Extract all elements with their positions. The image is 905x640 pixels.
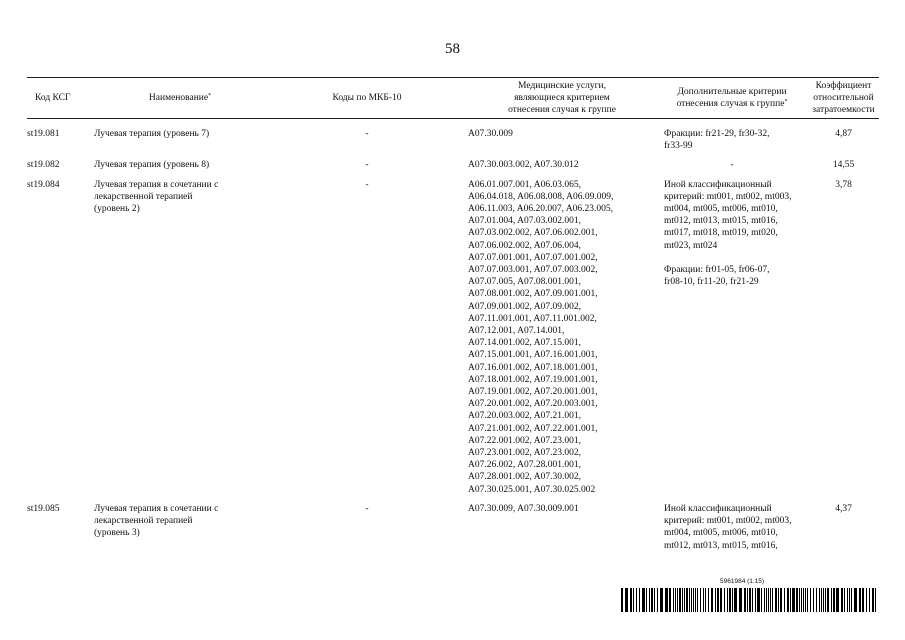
criteria-line: -: [730, 160, 734, 171]
services-line: A07.09.001.002, A07.09.002,: [468, 301, 581, 312]
barcode-bar: [700, 588, 701, 612]
cell-mkb: -: [365, 179, 369, 190]
cell-name: [94, 128, 266, 159]
barcode-bar: [684, 588, 685, 612]
cell-name: [94, 179, 266, 503]
barcode-bar: [677, 588, 678, 612]
barcode-bar: [724, 588, 725, 612]
services-line: A07.11.001.001, A07.11.001.002,: [468, 313, 597, 324]
barcode-bar: [844, 588, 845, 612]
services-line: A07.30.009: [468, 129, 513, 139]
criteria-line: критерий: mt001, mt002, mt003,: [664, 191, 792, 202]
cell-code: st19.084: [27, 179, 60, 190]
header-coef: Коэффициент относительной затратоемкости: [808, 78, 879, 119]
criteria-line: fr33-99: [664, 141, 693, 152]
barcode-bar: [801, 588, 802, 612]
criteria-line: mt004, mt005, mt006, mt010,: [664, 528, 778, 539]
barcode-bar: [642, 588, 645, 612]
name-line: Лучевая терапия в сочетании с: [94, 503, 219, 514]
cell-coef: 4,87: [835, 129, 852, 139]
barcode-bar: [675, 588, 676, 612]
cell-name: [94, 503, 266, 559]
services-line: A07.07.003.001, A07.07.003.002,: [468, 265, 598, 276]
header-criteria: Дополнительные критерии отнесения случая к группе*: [656, 78, 808, 119]
barcode-bar: [819, 588, 820, 612]
barcode-bar: [790, 588, 791, 612]
barcode-bar: [854, 588, 857, 612]
services-line: A07.30.025.001, A07.30.025.002: [468, 484, 596, 495]
cell-mkb: -: [365, 129, 369, 139]
header-code: Код КСГ: [27, 78, 94, 119]
barcode-bar: [682, 588, 683, 612]
table-row: [27, 128, 879, 159]
barcode-bar: [780, 588, 782, 612]
cell-services: [468, 159, 656, 178]
barcode-bar: [875, 588, 876, 612]
header-services: Медицинские услуги, являющиеся критерием отнесения случая к группе: [468, 78, 656, 119]
services-line: A07.07.005, A07.08.001.001,: [468, 277, 581, 288]
table-row: [27, 179, 879, 503]
barcode-bar: [768, 588, 769, 612]
barcode-bar: [810, 588, 811, 612]
barcode-bar: [772, 588, 773, 612]
criteria-line: Фракции: fr01-05, fr06-07,: [664, 265, 770, 276]
barcode-bar: [766, 588, 767, 612]
barcode-bar: [697, 588, 698, 612]
barcode-bar: [792, 588, 795, 612]
barcode-bar: [669, 588, 671, 612]
name-line: Лучевая терапия (уровень 8): [94, 160, 210, 171]
header-name: Наименование*: [94, 78, 266, 119]
criteria-line: mt017, mt018, mt019, mt020,: [664, 228, 778, 239]
criteria-line: [664, 252, 808, 264]
name-line: лекарственной терапией: [94, 191, 193, 202]
barcode-bar: [784, 588, 785, 612]
criteria-line: mt012, mt013, mt015, mt016,: [664, 540, 778, 551]
criteria-line: mt023, mt024: [664, 240, 718, 251]
services-line: A07.06.002.002, A07.06.004,: [468, 240, 581, 251]
barcode-bar: [749, 588, 751, 612]
criteria-line: критерий: mt001, mt002, mt003,: [664, 516, 792, 527]
services-line: A07.19.001.002, A07.20.001.001,: [468, 387, 598, 398]
criteria-line: Иной классификационный: [664, 503, 772, 514]
barcode-bar: [695, 588, 696, 612]
services-line: A07.18.001.002, A07.19.001.001,: [468, 374, 598, 385]
barcode-bar: [866, 588, 867, 612]
services-line: A07.12.001, A07.14.001,: [468, 326, 565, 337]
barcode-bar: [715, 588, 716, 612]
services-line: A07.28.001.002, A07.30.002,: [468, 472, 581, 483]
barcode-bar: [686, 588, 688, 612]
barcode-bar: [770, 588, 771, 612]
cell-coef: 4,37: [835, 503, 852, 514]
services-line: A07.23.001.002, A07.23.002,: [468, 448, 581, 459]
services-line: A07.03.002.002, A07.06.002.001,: [468, 228, 598, 239]
barcode-bar: [752, 588, 753, 612]
barcode-bar: [841, 588, 843, 612]
barcode-bar: [691, 588, 692, 612]
barcode-bar: [729, 588, 731, 612]
barcode-bar: [807, 588, 808, 612]
barcode-bar: [717, 588, 719, 612]
cell-criteria: [656, 159, 808, 178]
barcode-bar: [757, 588, 760, 612]
barcode-bar: [747, 588, 748, 612]
barcode-bar: [761, 588, 762, 612]
barcode-bar: [778, 588, 779, 612]
services-line: A06.11.003, A06.20.007, A06.23.005,: [468, 204, 614, 215]
services-line: A06.04.018, A06.08.008, A06.09.009,: [468, 191, 614, 202]
barcode-bar: [833, 588, 835, 612]
services-line: A07.14.001.002, A07.15.001,: [468, 338, 581, 349]
barcode-bar: [651, 588, 653, 612]
barcode-bar: [625, 588, 628, 612]
barcode-bar: [727, 588, 728, 612]
barcode-bar: [862, 588, 864, 612]
barcode-bar: [775, 588, 777, 612]
services-line: A07.15.001.001, A07.16.001.001,: [468, 350, 598, 361]
services-line: A07.20.001.002, A07.20.003.001,: [468, 399, 598, 410]
table-row: [27, 159, 879, 178]
barcode-bar: [705, 588, 706, 612]
barcode-bar: [673, 588, 674, 612]
criteria-line: Фракции: fr21-29, fr30-32,: [664, 129, 770, 139]
barcode-icon: [620, 588, 878, 612]
barcode-bar: [872, 588, 874, 612]
services-line: A07.01.004, A07.03.002.001,: [468, 216, 581, 227]
barcode-bar: [693, 588, 694, 612]
name-line: (уровень 2): [94, 204, 140, 215]
cell-services: [468, 179, 656, 503]
cell-name: [94, 159, 266, 178]
name-line: Лучевая терапия (уровень 7): [94, 129, 210, 139]
cell-criteria: [656, 503, 808, 559]
services-line: A07.16.001.002, A07.18.001.001,: [468, 362, 598, 373]
cell-mkb: -: [365, 160, 369, 171]
barcode-bar: [646, 588, 647, 612]
barcode-label: 5961984 (1.15): [720, 578, 765, 585]
criteria-line: fr08-10, fr11-20, fr21-29: [664, 277, 759, 288]
cell-criteria: [656, 179, 808, 503]
barcode-bar: [636, 588, 637, 612]
barcode-bar: [654, 588, 655, 612]
services-line: A07.07.001.001, A07.07.001.002,: [468, 252, 598, 263]
name-line: Лучевая терапия в сочетании с: [94, 179, 219, 190]
header-mkb: Коды по МКБ-10: [266, 78, 468, 119]
services-line: A07.21.001.002, A07.22.001.001,: [468, 423, 598, 434]
criteria-line: mt004, mt005, mt006, mt010,: [664, 204, 778, 215]
barcode-bar: [679, 588, 681, 612]
barcode-bar: [665, 588, 668, 612]
barcode-bar: [744, 588, 746, 612]
criteria-line: mt012, mt013, mt015, mt016,: [664, 216, 778, 227]
cell-criteria: [656, 128, 808, 159]
barcode-bar: [823, 588, 824, 612]
barcode-bar: [703, 588, 704, 612]
barcode-bar: [764, 588, 765, 612]
barcode-bar: [739, 588, 742, 612]
barcode-bar: [649, 588, 650, 612]
services-line: A06.01.007.001, A06.03.065,: [468, 179, 581, 190]
barcode-bar: [799, 588, 800, 612]
barcode-bar: [816, 588, 817, 612]
barcode-bar: [633, 588, 634, 612]
cell-coef: 3,78: [835, 179, 852, 190]
cell-services: [468, 128, 656, 159]
barcode-bar: [732, 588, 733, 612]
page-number: 58: [445, 41, 460, 57]
barcode-bar: [805, 588, 806, 612]
cell-mkb: -: [365, 503, 369, 514]
services-line: A07.08.001.002, A07.09.001.001,: [468, 289, 598, 300]
barcode-bar: [708, 588, 709, 612]
table-header-row: [27, 78, 879, 119]
cell-coef: 14,55: [832, 160, 855, 171]
ksg-table: [27, 77, 879, 559]
services-line: A07.22.001.002, A07.23.001,: [468, 435, 581, 446]
services-line: A07.20.003.002, A07.21.001,: [468, 411, 581, 422]
cell-code: st19.085: [27, 503, 60, 514]
barcode-bar: [660, 588, 663, 612]
barcode-bar: [711, 588, 713, 612]
table-row: [27, 503, 879, 559]
barcode-bar: [787, 588, 789, 612]
criteria-line: Иной классификационный: [664, 179, 772, 190]
barcode-bar: [831, 588, 832, 612]
name-line: лекарственной терапией: [94, 516, 193, 527]
barcode-bar: [796, 588, 798, 612]
barcode-bar: [630, 588, 632, 612]
cell-code: st19.081: [27, 129, 60, 139]
barcode-bar: [639, 588, 640, 612]
barcode-bar: [734, 588, 737, 612]
barcode-bar: [825, 588, 826, 612]
barcode-bar: [849, 588, 850, 612]
barcode-bar: [755, 588, 756, 612]
barcode-bar: [847, 588, 848, 612]
name-line: (уровень 3): [94, 528, 140, 539]
barcode-bar: [803, 588, 804, 612]
barcode-bar: [827, 588, 829, 612]
services-line: A07.30.003.002, A07.30.012: [468, 160, 579, 171]
barcode-bar: [859, 588, 861, 612]
barcode-bar: [689, 588, 690, 612]
services-line: A07.26.002, A07.28.001.001,: [468, 460, 581, 471]
barcode-bar: [813, 588, 814, 612]
barcode-bar: [621, 588, 623, 612]
cell-services: [468, 503, 656, 559]
barcode-bar: [657, 588, 658, 612]
cell-code: st19.082: [27, 160, 60, 171]
barcode-bar: [836, 588, 839, 612]
services-line: A07.30.009, A07.30.009.001: [468, 503, 579, 514]
barcode-bar: [720, 588, 722, 612]
barcode-bar: [851, 588, 852, 612]
barcode-bar: [869, 588, 870, 612]
barcode-bar: [821, 588, 822, 612]
